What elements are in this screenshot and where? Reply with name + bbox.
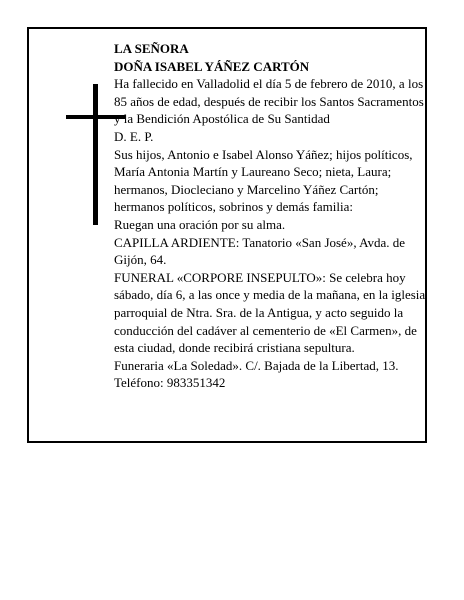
phone-info: Teléfono: 983351342 (114, 375, 226, 391)
funeral-info: FUNERAL «CORPORE INSEPULTO»: Se celebra hoy sábado, día 6, a las once y media de la mañana, en la iglesia parroquial de Ntra. Sra. de la Antigua, y acto seguido la conducción del cadáver al cementerio de «El Carmen», de esta ciudad, donde recibirá cristiana sepultura. (114, 269, 426, 356)
funeral-home-info: Funeraria «La Soledad». C/. Bajada de la Libertad, 13. (114, 357, 399, 373)
notice-heading: LA SEÑORA (114, 41, 189, 56)
rest-in-peace: D. E. P. (114, 128, 154, 144)
family-list: Sus hijos, Antonio e Isabel Alonso Yáñez; hijos políticos, María Antonia Martín y Laureano Seco; nieta, Laura; hermanos, Diocleciano y Marcelino Yáñez Cartón; hermanos políticos, sobrinos y demás familia: (114, 146, 413, 215)
prayer-request: Ruegan una oración por su alma. (114, 216, 286, 232)
chapel-info: CAPILLA ARDIENTE: Tanatorio «San José», Avda. de Gijón, 64. (114, 234, 406, 268)
notice-body (114, 40, 426, 392)
death-announcement: Ha fallecido en Valladolid el día 5 de febrero de 2010, a los 85 años de edad, después de recibir los Santos Sacramentos y la Bendición Apostólica de Su Santidad (114, 76, 424, 127)
cross-vertical-bar (93, 84, 98, 225)
deceased-name: DOÑA ISABEL YÁÑEZ CARTÓN (114, 58, 310, 74)
